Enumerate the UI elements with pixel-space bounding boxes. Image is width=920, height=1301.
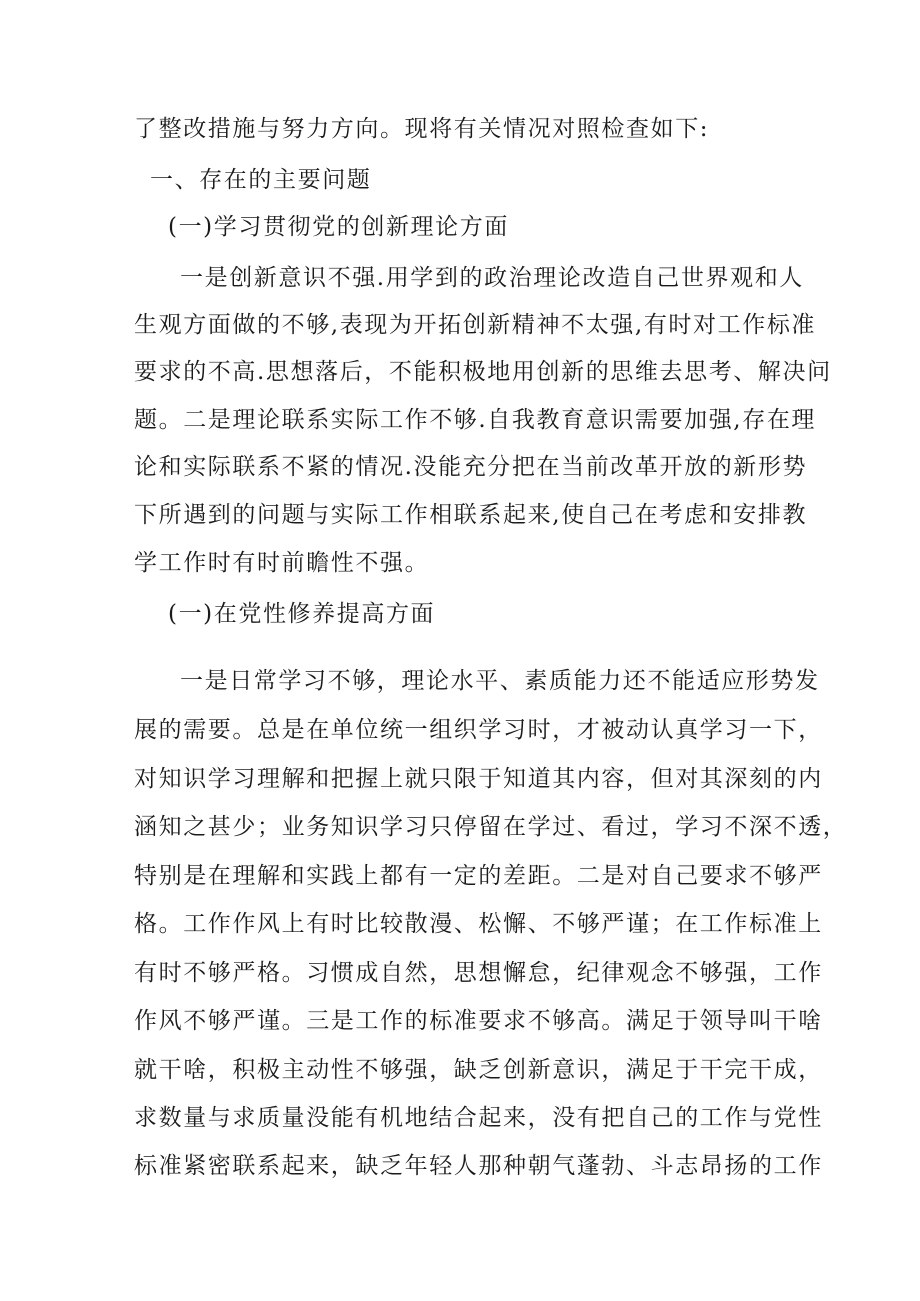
subsection-heading-party-spirit: (一)在党性修养提高方面	[168, 601, 436, 627]
text-line: 生观方面做的不够,表现为开拓创新精神不太强,有时对工作标准	[134, 312, 817, 338]
text-line: 格。工作作风上有时比较散漫、松懈、不够严谨；在工作标准上	[134, 911, 823, 937]
text-line: 就干啥，积极主动性不够强，缺乏创新意识，满足于干完干成，	[134, 1057, 823, 1083]
section-heading-main-problems: 一、存在的主要问题	[150, 167, 372, 193]
text-line: 一是日常学习不够，理论水平、素质能力还不能适应形势发	[180, 668, 820, 694]
text-line: 特别是在理解和实践上都有一定的差距。二是对自己要求不够严	[134, 863, 823, 889]
text-line: 题。二是理论联系实际工作不够.自我教育意识需要加强,存在理	[134, 407, 817, 433]
text-line: 对知识学习理解和把握上就只限于知道其内容，但对其深刻的内	[134, 766, 823, 792]
subsection-heading-theory: (一)学习贯彻党的创新理论方面	[168, 214, 509, 240]
text-line: 涵知之甚少；业务知识学习只停留在学过、看过，学习不深不透，	[134, 814, 848, 840]
text-line: 展的需要。总是在单位统一组织学习时，才被动认真学习一下，	[134, 717, 823, 743]
text-line: 一是创新意识不强.用学到的政治理论改造自己世界观和人	[180, 265, 804, 291]
text-line: 作风不够严谨。三是工作的标准要求不够高。满足于领导叫干啥	[134, 1008, 823, 1034]
text-line: 要求的不高.思想落后，不能积极地用创新的思维去思考、解决问	[134, 359, 832, 385]
text-line: 有时不够严格。习惯成自然，思想懈怠，纪律观念不够强，工作	[134, 960, 823, 986]
text-line: 论和实际联系不紧的情况.没能充分把在当前改革开放的新形势	[134, 454, 808, 480]
text-line: 下所遇到的问题与实际工作相联系起来,使自己在考虑和安排教	[134, 502, 808, 528]
text-line: 求数量与求质量没能有机地结合起来，没有把自己的工作与党性	[134, 1105, 823, 1131]
text-line-intro: 了整改措施与努力方向。现将有关情况对照检查如下:	[134, 116, 710, 142]
text-line: 学工作时有时前瞻性不强。	[134, 550, 430, 576]
text-line: 标准紧密联系起来，缺乏年轻人那种朝气蓬勃、斗志昂扬的工作	[134, 1153, 823, 1179]
